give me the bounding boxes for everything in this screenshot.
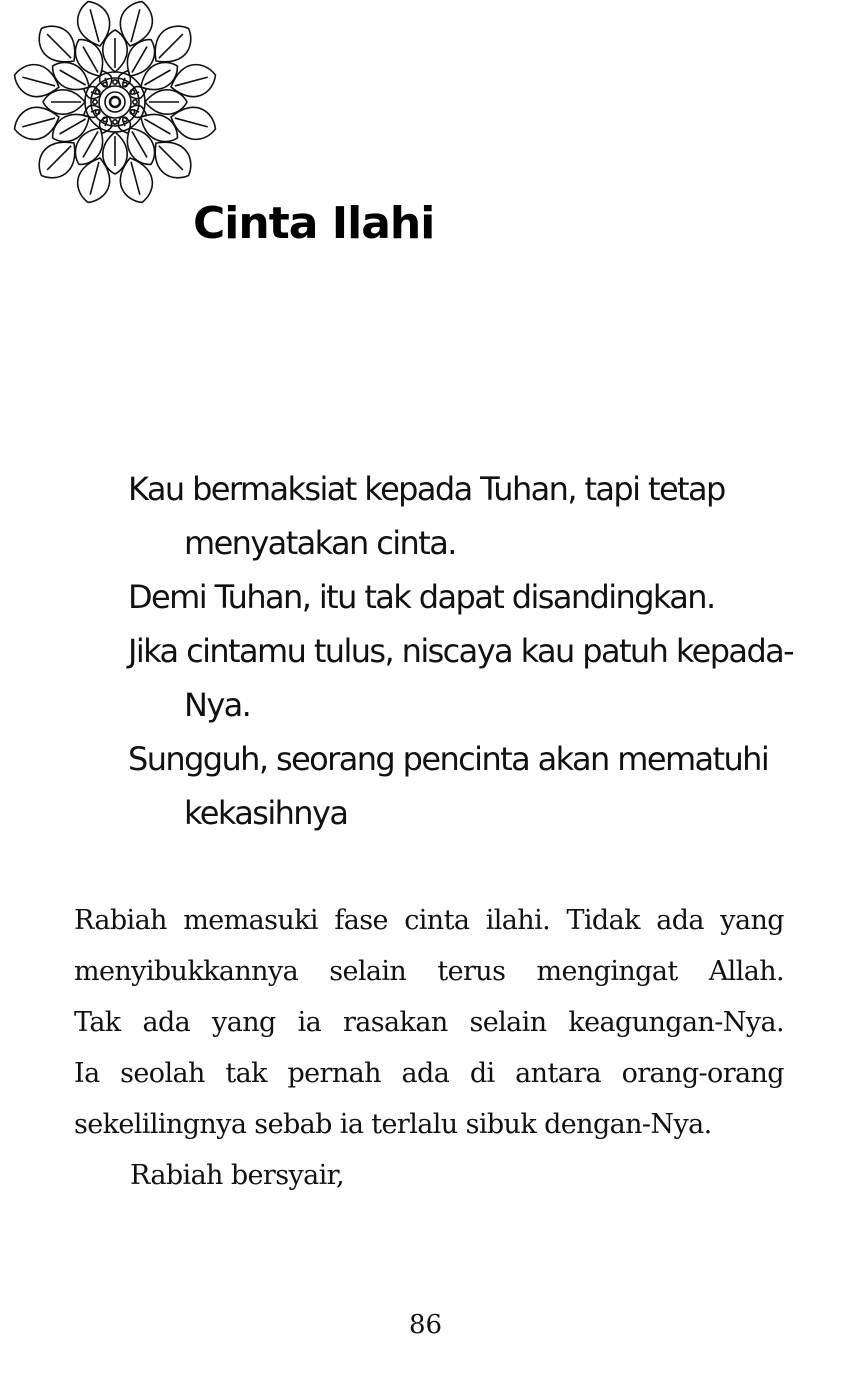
poem-line: Kau bermaksiat kepada Tuhan, tapi tetap — [128, 470, 725, 508]
second-paragraph: Rabiah bersyair, — [130, 1160, 344, 1191]
mandala-ornament — [0, 0, 232, 218]
poem-line: Jika cintamu tulus, niscaya kau patuh kepada- — [128, 632, 794, 670]
body-text-line: menyibukkannya selain terus mengingat Allah. — [74, 956, 784, 987]
poem-line: menyatakan cinta. — [184, 524, 456, 562]
poem-stanza — [128, 462, 808, 840]
body-text-line: Tak ada yang ia rasakan selain keagungan-Nya. — [74, 1007, 784, 1038]
poem-line: kekasihnya — [184, 794, 348, 832]
body-text — [74, 895, 784, 1201]
poem-line: Sungguh, seorang pencinta akan mematuhi — [128, 740, 769, 778]
body-text-line: Rabiah memasuki fase cinta ilahi. Tidak ada yang — [74, 905, 784, 936]
poem-line: Demi Tuhan, itu tak dapat disandingkan. — [128, 578, 715, 616]
chapter-title: Cinta Ilahi — [193, 198, 435, 249]
body-text-line: sekelilingnya sebab ia terlalu sibuk dengan-Nya. — [74, 1109, 712, 1140]
page-number: 86 — [408, 1310, 443, 1340]
poem-line: Nya. — [184, 686, 251, 724]
body-text-line: Ia seolah tak pernah ada di antara orang-orang — [74, 1058, 784, 1089]
